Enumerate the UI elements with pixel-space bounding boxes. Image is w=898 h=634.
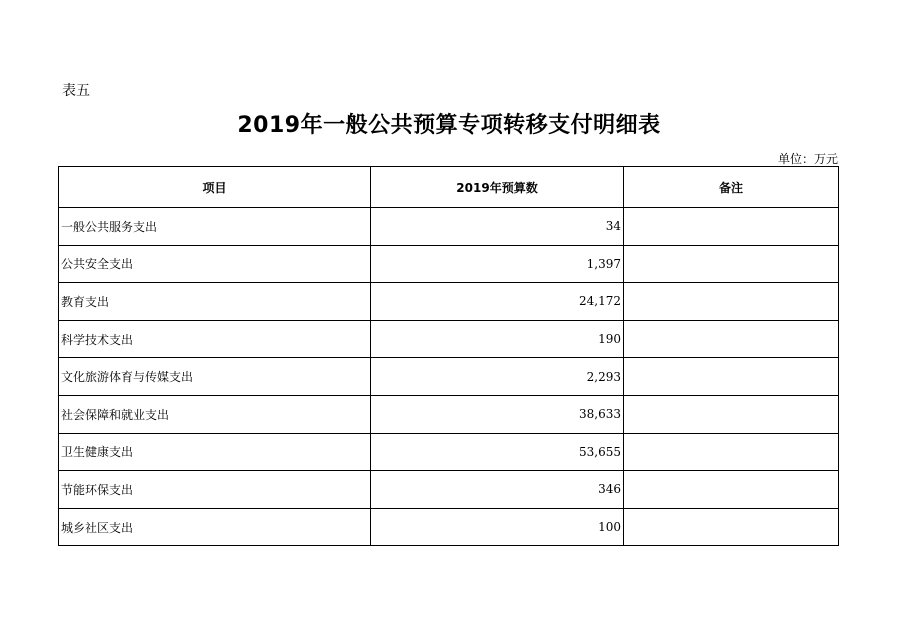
row-item: 节能环保支出 <box>59 471 371 509</box>
header-item: 项目 <box>59 167 371 208</box>
row-note <box>624 320 839 358</box>
table-row <box>59 320 839 358</box>
row-amount: 34 <box>371 208 624 246</box>
table-row <box>59 358 839 396</box>
table-row <box>59 395 839 433</box>
row-item: 一般公共服务支出 <box>59 208 371 246</box>
table-row <box>59 433 839 471</box>
unit-label: 单位：万元 <box>777 152 838 166</box>
row-amount: 24,172 <box>371 283 624 321</box>
table-row <box>59 208 839 246</box>
table-number-label: 表五 <box>62 83 90 99</box>
table-row <box>59 245 839 283</box>
header-note: 备注 <box>624 167 839 208</box>
budget-table <box>58 166 839 546</box>
row-item: 卫生健康支出 <box>59 433 371 471</box>
row-note <box>624 245 839 283</box>
row-item: 公共安全支出 <box>59 245 371 283</box>
row-note <box>624 395 839 433</box>
row-amount: 38,633 <box>371 395 624 433</box>
table-row <box>59 471 839 509</box>
row-amount: 100 <box>371 508 624 546</box>
header-budget-amount: 2019年预算数 <box>371 167 624 208</box>
table-header-row <box>59 167 839 208</box>
row-note <box>624 471 839 509</box>
table-row <box>59 283 839 321</box>
row-amount: 1,397 <box>371 245 624 283</box>
row-item: 教育支出 <box>59 283 371 321</box>
row-item: 城乡社区支出 <box>59 508 371 546</box>
row-amount: 2,293 <box>371 358 624 396</box>
row-amount: 190 <box>371 320 624 358</box>
row-note <box>624 283 839 321</box>
row-note <box>624 358 839 396</box>
row-item: 文化旅游体育与传媒支出 <box>59 358 371 396</box>
row-amount: 346 <box>371 471 624 509</box>
row-amount: 53,655 <box>371 433 624 471</box>
table-row <box>59 508 839 546</box>
row-item: 科学技术支出 <box>59 320 371 358</box>
page-title: 2019年一般公共预算专项转移支付明细表 <box>237 113 661 138</box>
row-item: 社会保障和就业支出 <box>59 395 371 433</box>
row-note <box>624 433 839 471</box>
row-note <box>624 208 839 246</box>
row-note <box>624 508 839 546</box>
